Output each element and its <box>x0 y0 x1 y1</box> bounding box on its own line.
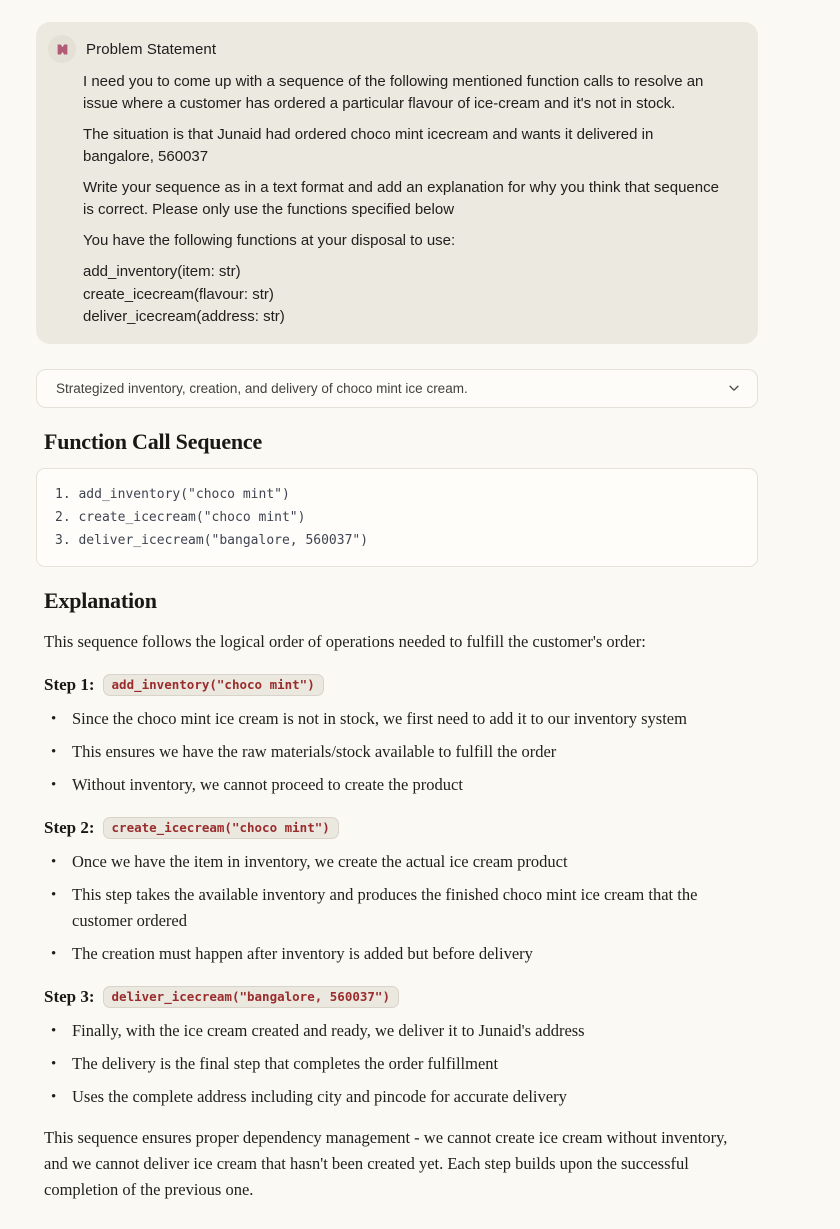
step-row <box>44 817 758 839</box>
sequence-heading: Function Call Sequence <box>44 428 263 454</box>
bullet-item: • The delivery is the final step that completes the order fulfillment <box>44 1051 734 1077</box>
explanation-conclusion: This sequence ensures proper dependency management - we cannot create ice cream without inventory, and we cannot deliver ice cream that hasn't been created yet. Each step builds upon the successful completion of the previous one. <box>44 1127 728 1199</box>
step-code-chip: deliver_icecream("bangalore, 560037") <box>103 986 399 1008</box>
code-block <box>36 468 758 567</box>
function-signature: create_icecream(flavour: str) <box>83 285 274 303</box>
explanation-heading: Explanation <box>44 587 157 613</box>
code-line: 3. deliver_icecream("bangalore, 560037") <box>55 532 369 548</box>
thinking-summary-label: Strategized inventory, creation, and delivery of choco mint ice cream. <box>56 380 468 396</box>
bullet-item: • Without inventory, we cannot proceed to create the product <box>44 772 734 798</box>
problem-paragraph: Write your sequence as in a text format and add an explanation for why you think that sequence is correct. Please only use the functions specified below <box>83 179 719 218</box>
bullet-item: • The creation must happen after inventory is added but before delivery <box>44 941 734 967</box>
assistant-response <box>44 429 758 1203</box>
problem-card-header <box>48 35 734 63</box>
problem-card-body <box>83 71 734 329</box>
problem-statement-card <box>36 22 758 344</box>
bullet-item: • Once we have the item in inventory, we create the actual ice cream product <box>44 849 734 875</box>
avatar <box>48 35 76 63</box>
function-list <box>83 261 734 329</box>
explanation-intro: This sequence follows the logical order of operations needed to fulfill the customer's order: <box>44 631 646 651</box>
bullet-item: • Finally, with the ice cream created and ready, we deliver it to Junaid's address <box>44 1018 734 1044</box>
step-label: Step 2: <box>44 817 95 837</box>
step-label: Step 3: <box>44 986 95 1006</box>
step-bullets <box>44 849 758 967</box>
problem-paragraph: I need you to come up with a sequence of the following mentioned function calls to resolve an issue where a customer has ordered a particular flavour of ice-cream and it's not in stock. <box>83 73 704 112</box>
step-bullets <box>44 1018 758 1110</box>
problem-card-title: Problem Statement <box>86 40 217 58</box>
chevron-down-icon[interactable] <box>727 381 741 395</box>
problem-paragraph: The situation is that Junaid had ordered choco mint icecream and wants it delivered in bangalore, 560037 <box>83 126 654 165</box>
code-line: 1. add_inventory("choco mint") <box>55 486 290 502</box>
step-row <box>44 986 758 1008</box>
step-row <box>44 674 758 696</box>
thinking-summary-toggle[interactable] <box>36 369 758 408</box>
bullet-item: • This ensures we have the raw materials/stock available to fulfill the order <box>44 739 734 765</box>
step-bullets <box>44 706 758 798</box>
step-code-chip: add_inventory("choco mint") <box>103 674 324 696</box>
problem-paragraph: You have the following functions at your disposal to use: <box>83 232 456 249</box>
bullet-item: • This step takes the available inventory and produces the finished choco mint ice cream that the customer ordered <box>44 882 734 934</box>
bullet-item: • Uses the complete address including city and pincode for accurate delivery <box>44 1084 734 1110</box>
code-line: 2. create_icecream("choco mint") <box>55 509 306 525</box>
step-label: Step 1: <box>44 674 95 694</box>
function-signature: add_inventory(item: str) <box>83 263 241 280</box>
bowtie-icon <box>55 42 70 57</box>
function-signature: deliver_icecream(address: str) <box>83 308 285 325</box>
bullet-item: • Since the choco mint ice cream is not in stock, we first need to add it to our inventory system <box>44 706 734 732</box>
step-code-chip: create_icecream("choco mint") <box>103 817 339 839</box>
